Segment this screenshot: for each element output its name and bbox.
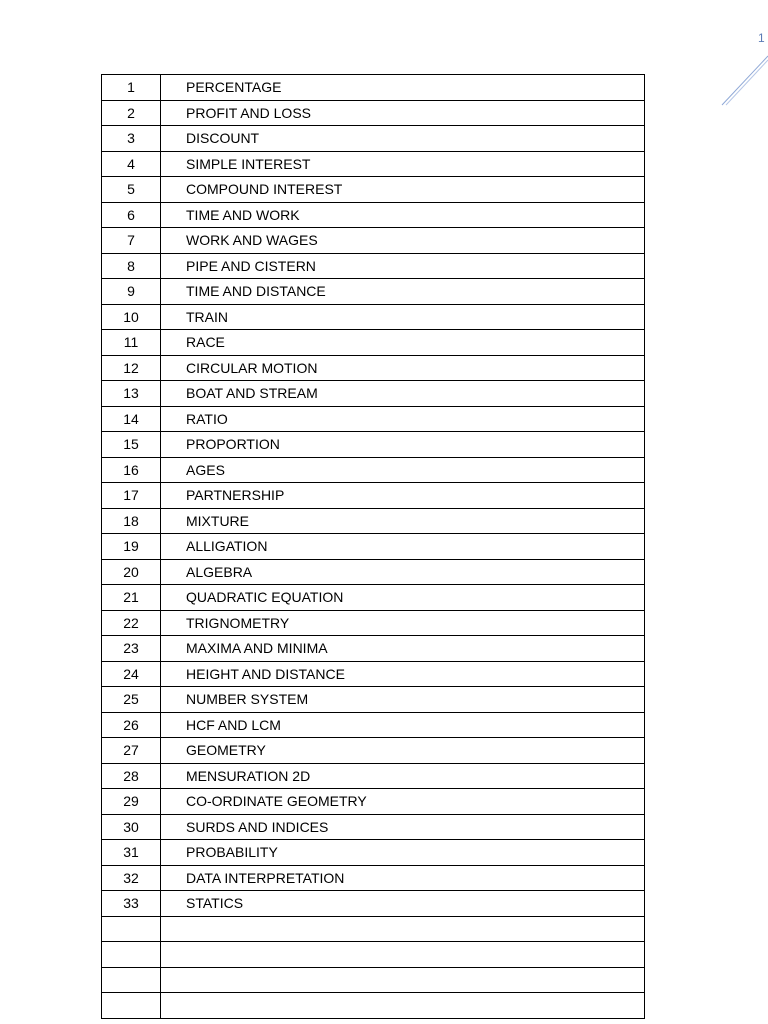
topic-number-cell: 7	[102, 228, 161, 254]
topic-number-cell: 12	[102, 355, 161, 381]
table-row	[102, 636, 645, 662]
topic-number-cell	[102, 916, 161, 942]
topic-name-cell: TRAIN	[161, 304, 645, 330]
topic-name-cell: CIRCULAR MOTION	[161, 355, 645, 381]
table-row	[102, 661, 645, 687]
table-row	[102, 916, 645, 942]
topic-number-cell: 3	[102, 126, 161, 152]
topic-name-cell: QUADRATIC EQUATION	[161, 585, 645, 611]
topic-name-cell: PERCENTAGE	[161, 75, 645, 101]
topic-number-cell: 33	[102, 891, 161, 917]
topic-name-cell: AGES	[161, 457, 645, 483]
topic-number-cell: 8	[102, 253, 161, 279]
table-row	[102, 406, 645, 432]
table-row	[102, 177, 645, 203]
topic-name-cell	[161, 967, 645, 993]
table-row	[102, 151, 645, 177]
table-row	[102, 253, 645, 279]
topic-number-cell: 22	[102, 610, 161, 636]
table-row	[102, 508, 645, 534]
topic-name-cell	[161, 916, 645, 942]
topic-number-cell	[102, 967, 161, 993]
topic-number-cell: 31	[102, 840, 161, 866]
topic-number-cell: 21	[102, 585, 161, 611]
topic-name-cell: COMPOUND INTEREST	[161, 177, 645, 203]
topic-number-cell: 13	[102, 381, 161, 407]
topic-name-cell: ALLIGATION	[161, 534, 645, 560]
table-row	[102, 891, 645, 917]
topic-number-cell: 11	[102, 330, 161, 356]
topic-name-cell: GEOMETRY	[161, 738, 645, 764]
topic-name-cell: ALGEBRA	[161, 559, 645, 585]
table-row	[102, 457, 645, 483]
page-number: 1	[758, 31, 765, 45]
table-row	[102, 355, 645, 381]
topic-name-cell: MIXTURE	[161, 508, 645, 534]
topic-number-cell: 5	[102, 177, 161, 203]
table-row	[102, 585, 645, 611]
table-row	[102, 840, 645, 866]
topic-name-cell: RACE	[161, 330, 645, 356]
topic-number-cell: 29	[102, 789, 161, 815]
topic-name-cell: HEIGHT AND DISTANCE	[161, 661, 645, 687]
topic-number-cell: 19	[102, 534, 161, 560]
topic-name-cell: BOAT AND STREAM	[161, 381, 645, 407]
table-row	[102, 687, 645, 713]
topic-name-cell: PIPE AND CISTERN	[161, 253, 645, 279]
table-row	[102, 483, 645, 509]
table-row	[102, 304, 645, 330]
table-row	[102, 993, 645, 1019]
topic-name-cell: PROFIT AND LOSS	[161, 100, 645, 126]
topic-number-cell: 2	[102, 100, 161, 126]
topic-name-cell	[161, 993, 645, 1019]
corner-decoration-lines	[715, 50, 768, 110]
topic-name-cell: HCF AND LCM	[161, 712, 645, 738]
topics-table-body	[102, 75, 645, 1019]
topic-number-cell: 20	[102, 559, 161, 585]
topic-number-cell: 30	[102, 814, 161, 840]
topic-number-cell: 1	[102, 75, 161, 101]
topic-name-cell: MENSURATION 2D	[161, 763, 645, 789]
topic-name-cell: TRIGNOMETRY	[161, 610, 645, 636]
table-row	[102, 763, 645, 789]
topic-name-cell: PROBABILITY	[161, 840, 645, 866]
topic-number-cell: 9	[102, 279, 161, 305]
table-row	[102, 381, 645, 407]
topic-number-cell: 10	[102, 304, 161, 330]
topic-number-cell	[102, 942, 161, 968]
table-row	[102, 202, 645, 228]
table-row	[102, 559, 645, 585]
topic-name-cell: WORK AND WAGES	[161, 228, 645, 254]
topic-number-cell	[102, 993, 161, 1019]
topic-name-cell: TIME AND DISTANCE	[161, 279, 645, 305]
table-row	[102, 789, 645, 815]
topic-name-cell: TIME AND WORK	[161, 202, 645, 228]
table-row	[102, 126, 645, 152]
topic-name-cell: NUMBER SYSTEM	[161, 687, 645, 713]
topic-number-cell: 15	[102, 432, 161, 458]
topic-number-cell: 28	[102, 763, 161, 789]
topic-number-cell: 4	[102, 151, 161, 177]
table-row	[102, 712, 645, 738]
topic-number-cell: 32	[102, 865, 161, 891]
table-row	[102, 942, 645, 968]
table-row	[102, 100, 645, 126]
table-row	[102, 967, 645, 993]
topic-name-cell: STATICS	[161, 891, 645, 917]
topic-name-cell	[161, 942, 645, 968]
topic-name-cell: SIMPLE INTEREST	[161, 151, 645, 177]
topic-name-cell: DISCOUNT	[161, 126, 645, 152]
topic-number-cell: 27	[102, 738, 161, 764]
topic-name-cell: MAXIMA AND MINIMA	[161, 636, 645, 662]
table-row	[102, 75, 645, 101]
topic-number-cell: 24	[102, 661, 161, 687]
table-row	[102, 279, 645, 305]
topic-name-cell: CO-ORDINATE GEOMETRY	[161, 789, 645, 815]
topic-name-cell: RATIO	[161, 406, 645, 432]
topic-number-cell: 16	[102, 457, 161, 483]
table-row	[102, 228, 645, 254]
topic-number-cell: 23	[102, 636, 161, 662]
table-row	[102, 330, 645, 356]
table-row	[102, 432, 645, 458]
topic-name-cell: DATA INTERPRETATION	[161, 865, 645, 891]
topic-number-cell: 18	[102, 508, 161, 534]
topic-name-cell: SURDS AND INDICES	[161, 814, 645, 840]
topics-table	[101, 74, 645, 1019]
table-row	[102, 738, 645, 764]
topic-number-cell: 25	[102, 687, 161, 713]
topic-number-cell: 26	[102, 712, 161, 738]
topic-number-cell: 6	[102, 202, 161, 228]
table-row	[102, 610, 645, 636]
table-row	[102, 534, 645, 560]
table-row	[102, 814, 645, 840]
topic-number-cell: 17	[102, 483, 161, 509]
topic-name-cell: PARTNERSHIP	[161, 483, 645, 509]
table-row	[102, 865, 645, 891]
topic-name-cell: PROPORTION	[161, 432, 645, 458]
topic-number-cell: 14	[102, 406, 161, 432]
